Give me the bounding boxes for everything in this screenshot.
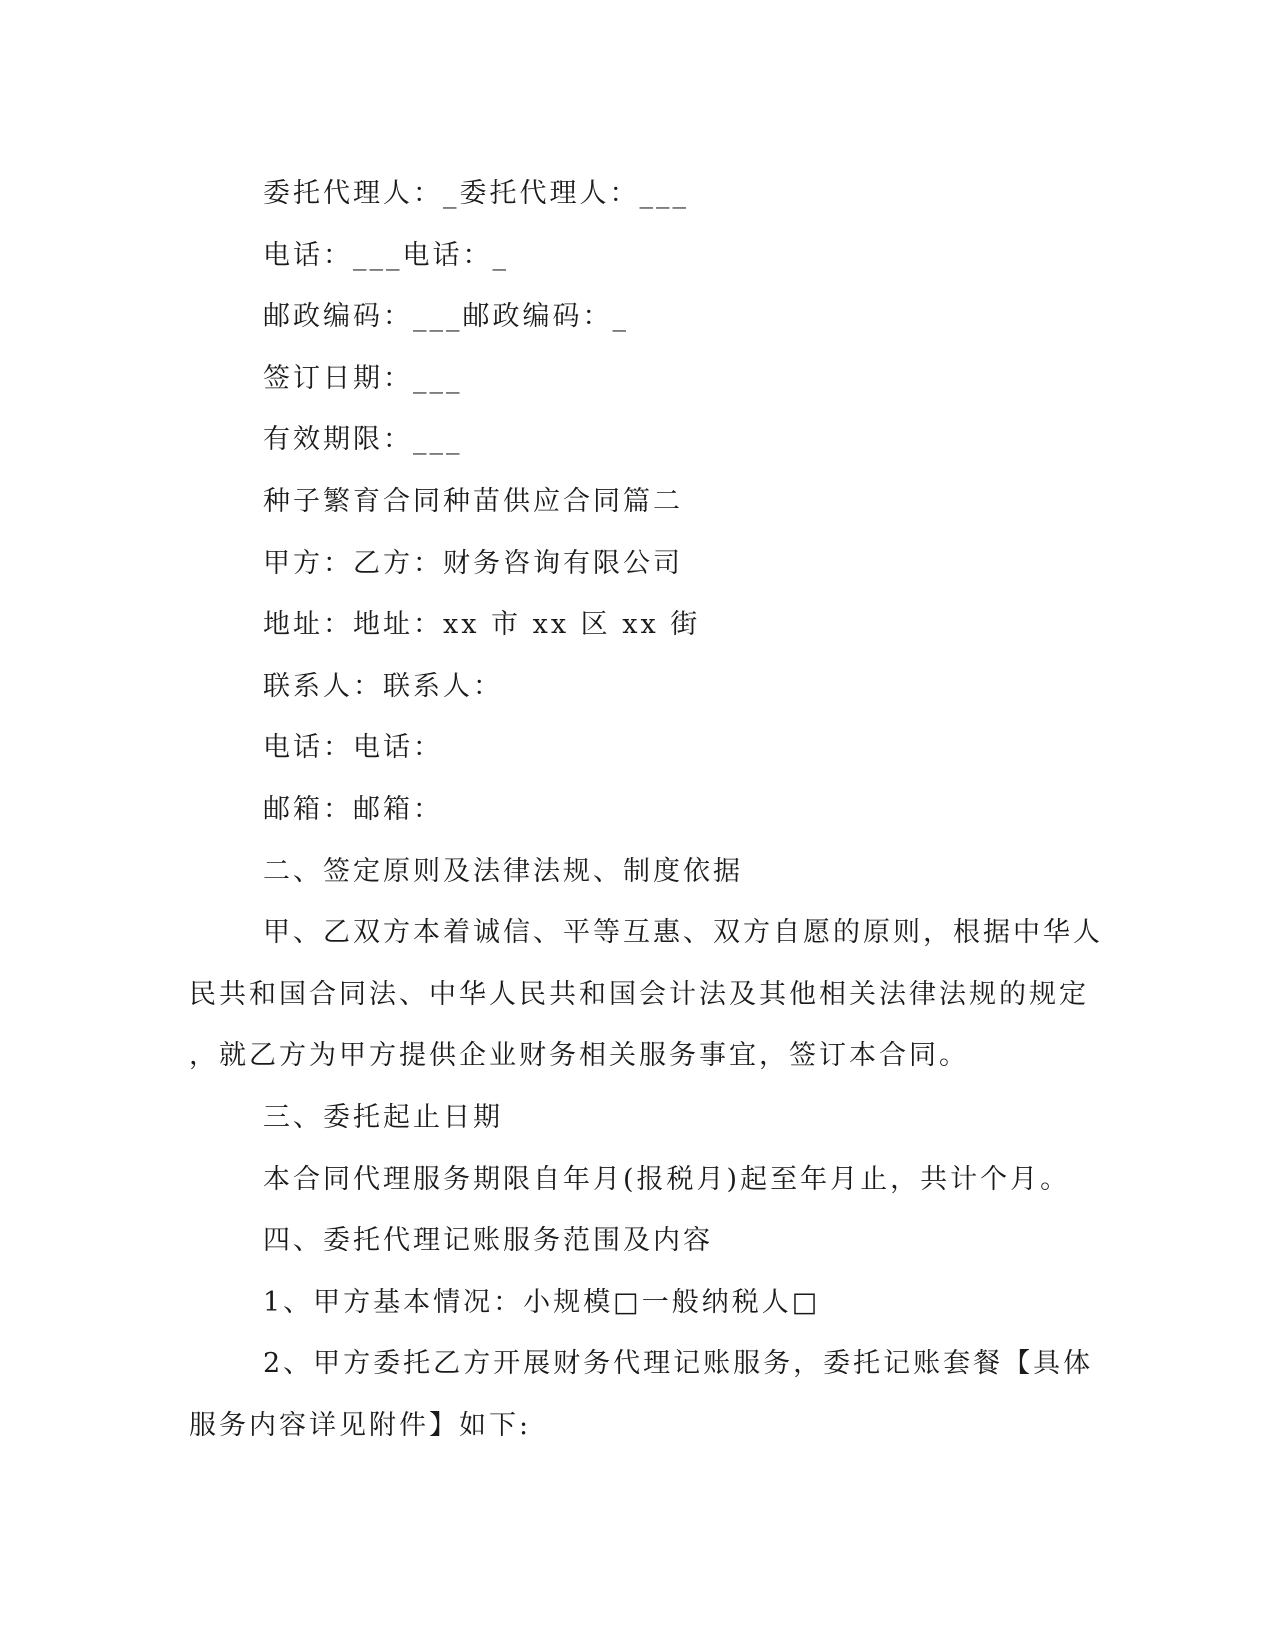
list-item: 1、甲方基本情况：小规模□一般纳税人□: [263, 1286, 821, 1318]
list-item: 2、甲方委托乙方开展财务代理记账服务，委托记账套餐【具体: [263, 1348, 1094, 1380]
paragraph-line: 民共和国合同法、中华人民共和国会计法及其他相关法律法规的规定: [189, 978, 1089, 1010]
text-line: 联系人：联系人：: [263, 670, 503, 702]
document-body: [189, 163, 1103, 1456]
paragraph-line: ，就乙方为甲方提供企业财务相关服务事宜，签订本合同。: [189, 1040, 969, 1072]
paragraph-line: 甲、乙双方本着诚信、平等互惠、双方自愿的原则，根据中华人: [263, 917, 1103, 949]
text-line: 委托代理人：_委托代理人：___: [263, 178, 689, 209]
paragraph-line: 本合同代理服务期限自年月(报税月)起至年月止，共计个月。: [263, 1163, 1071, 1195]
section-title: 种子繁育合同种苗供应合同篇二: [263, 485, 683, 517]
text-line: 邮箱：邮箱：: [263, 793, 443, 825]
text-line: 电话：电话：: [263, 732, 443, 764]
text-line: 地址：地址：xx 市 xx 区 xx 街: [263, 609, 701, 641]
text-line: 电话：___电话：_: [263, 239, 509, 271]
section-heading: 三、委托起止日期: [263, 1101, 503, 1133]
section-heading: 四、委托代理记账服务范围及内容: [263, 1225, 713, 1257]
text-line: 甲方：乙方：财务咨询有限公司: [263, 547, 683, 579]
text-line: 邮政编码：___邮政编码：_: [263, 301, 629, 333]
text-line: 签订日期：___: [263, 362, 463, 394]
text-line: 有效期限：___: [263, 424, 463, 456]
section-heading: 二、签定原则及法律法规、制度依据: [263, 855, 743, 887]
paragraph-line: 服务内容详见附件】如下:: [189, 1409, 532, 1441]
